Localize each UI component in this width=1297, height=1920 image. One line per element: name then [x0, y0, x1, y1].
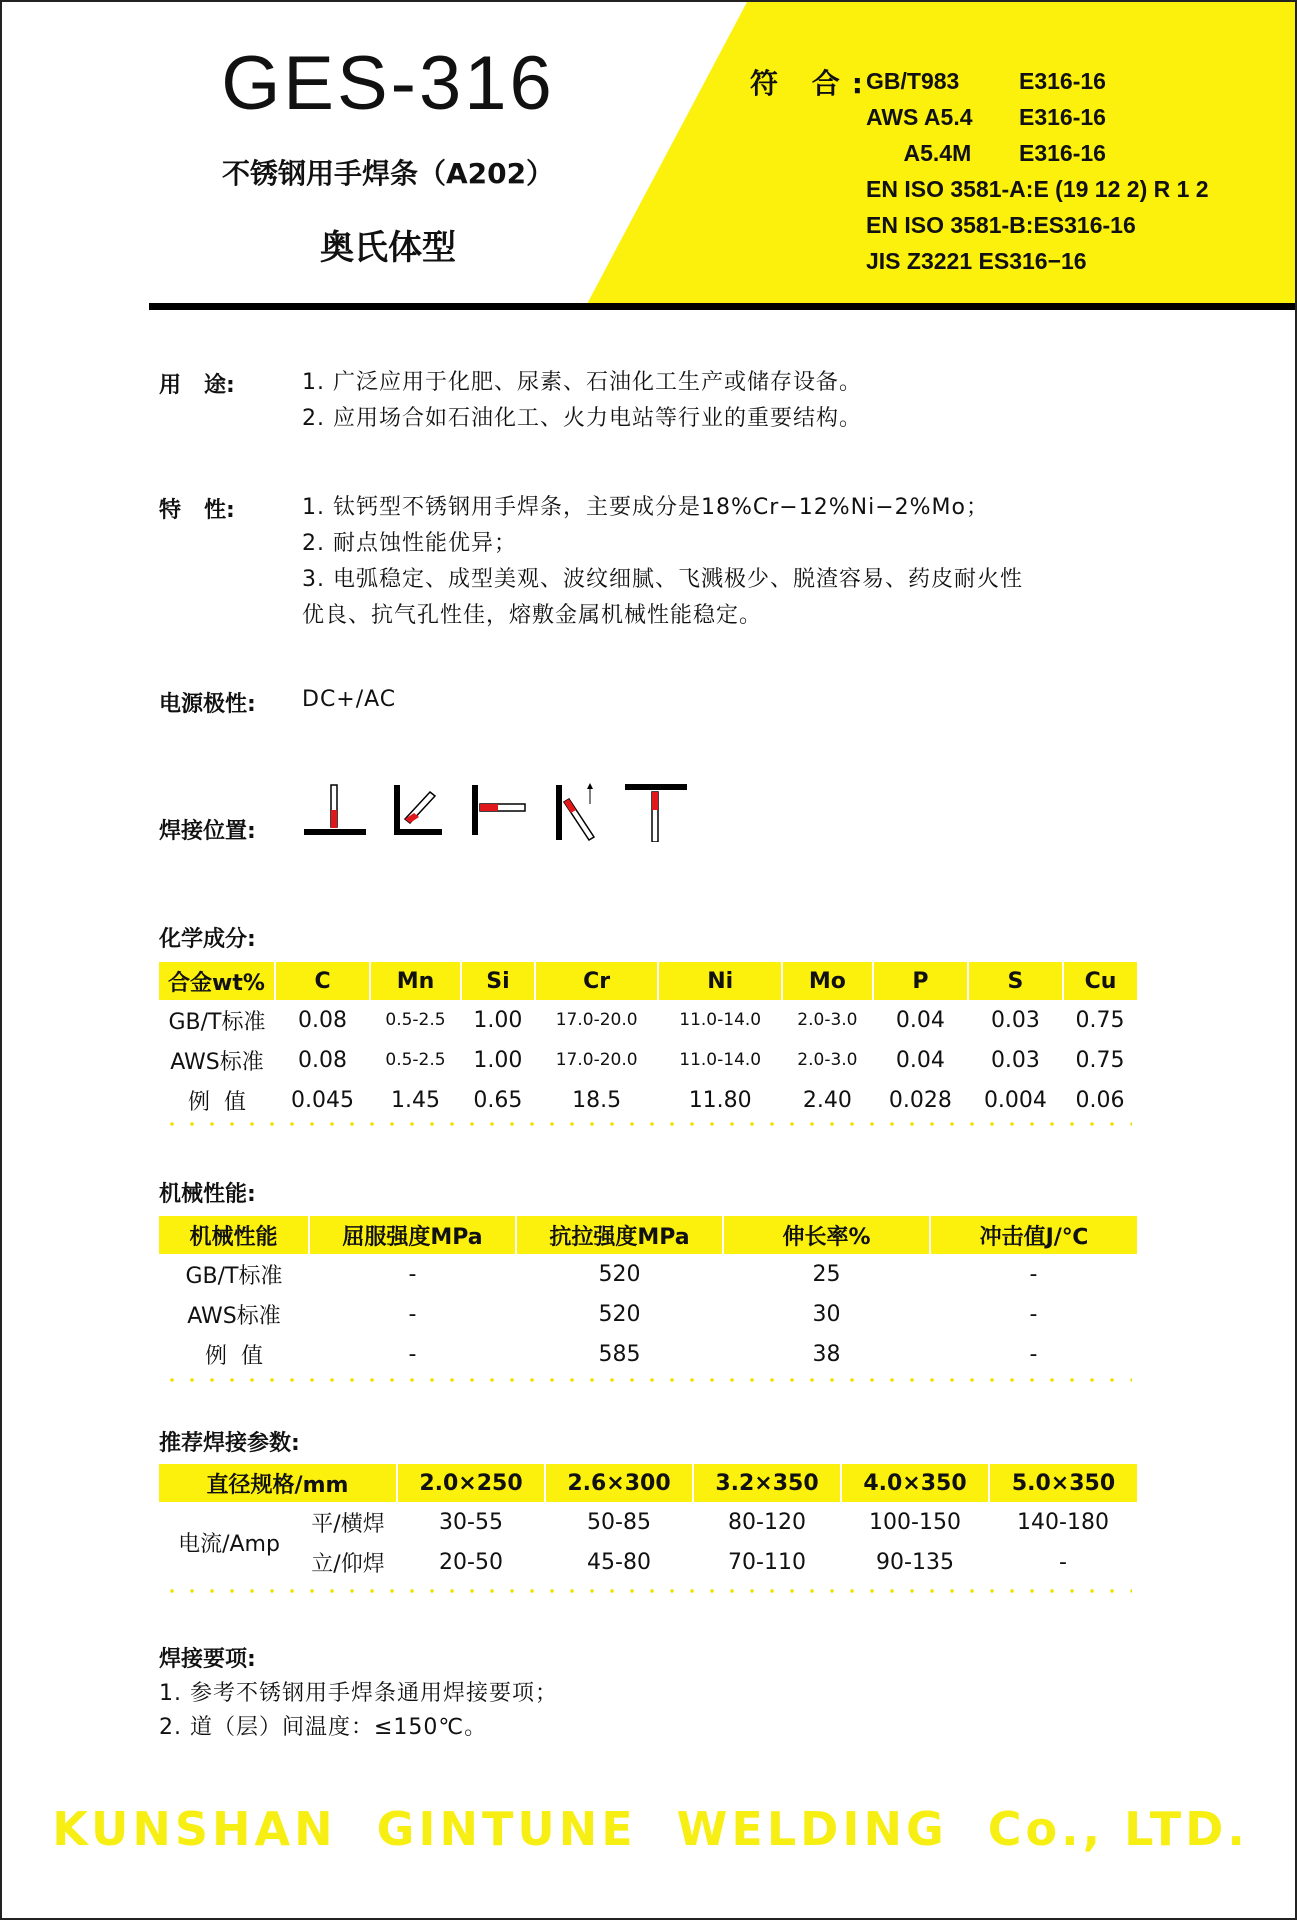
- table-header: 2.0×250: [397, 1464, 545, 1502]
- dotted-divider: [162, 1122, 1132, 1126]
- params-table: [159, 1464, 1137, 1582]
- properties-label: 特 性:: [159, 498, 235, 523]
- usage-label: 用 途:: [159, 373, 235, 398]
- positions-label: 焊接位置:: [159, 819, 256, 844]
- standard-line: EN ISO 3581-A:E (19 12 2) R 1 2: [866, 176, 1209, 202]
- table-header: Ni: [658, 962, 782, 1000]
- table-header: 屈服强度MPa: [309, 1216, 516, 1254]
- table-header: 5.0×350: [989, 1464, 1137, 1502]
- table-row: 立/仰焊 20-50 45-80 70-110 90-135 -: [311, 1549, 1067, 1577]
- table-header: Mo: [782, 962, 873, 1000]
- vertical-up-icon: [556, 783, 594, 840]
- table-header: 冲击值J/℃: [930, 1216, 1137, 1254]
- table-row: GB/T标准 - 520 25 -: [185, 1261, 1038, 1289]
- table-header: 直径规格/mm: [159, 1464, 397, 1502]
- standard-line: A5.4M E316-16: [866, 140, 1106, 166]
- table-row: 例 值 - 585 38 -: [205, 1341, 1038, 1369]
- properties-text: 1. 钛钙型不锈钢用手焊条，主要成分是18%Cr−12%Ni−2%Mo； 2. 耐点蚀性能优异； 3. 电弧稳定、成型美观、波纹细腻、飞溅极少、脱渣容易、药皮耐火性 优良、抗气孔性佳，熔敷金属机械性能稳定。: [302, 495, 1023, 628]
- mechanical-table: [159, 1216, 1137, 1374]
- flat-position-icon: [304, 785, 366, 835]
- table-header: 机械性能: [159, 1216, 309, 1254]
- table-header: 抗拉强度MPa: [516, 1216, 723, 1254]
- standard-line: JIS Z3221 ES316−16: [866, 248, 1087, 274]
- company-name: KUNSHAN GINTUNE WELDING Co., LTD.: [52, 1802, 1249, 1856]
- table-header: 2.6×300: [545, 1464, 693, 1502]
- horizontal-position-icon: [472, 785, 525, 835]
- table-header: Mn: [370, 962, 461, 1000]
- chemical-title: 化学成分:: [159, 927, 256, 952]
- table-header: 4.0×350: [841, 1464, 989, 1502]
- polarity-label: 电源极性:: [159, 692, 256, 717]
- usage-text: 1. 广泛应用于化肥、尿素、石油化工生产或储存设备。 2. 应用场合如石油化工、火力电站等行业的重要结构。: [302, 370, 862, 431]
- standard-line: EN ISO 3581-B:ES316-16: [866, 212, 1136, 238]
- table-header: C: [275, 962, 370, 1000]
- table-row: 电流/Amp 平/横焊 30-55 50-85 80-120 100-150 140-180: [159, 1502, 1137, 1542]
- table-row: GB/T标准 0.08 0.5-2.5 1.00 17.0-20.0 11.0-14.0 2.0-3.0 0.04 0.03 0.75: [168, 1007, 1125, 1035]
- table-header: Cu: [1063, 962, 1137, 1000]
- table-header: 3.2×350: [693, 1464, 841, 1502]
- dotted-divider: [162, 1589, 1132, 1593]
- product-subtitle: 不锈钢用手焊条（A202）: [221, 157, 555, 190]
- dotted-divider: [162, 1378, 1132, 1382]
- table-header: P: [873, 962, 968, 1000]
- current-label: 电流/Amp: [178, 1531, 280, 1557]
- polarity-value: DC+/AC: [302, 687, 397, 712]
- table-row: AWS标准 0.08 0.5-2.5 1.00 17.0-20.0 11.0-14.0 2.0-3.0 0.04 0.03 0.75: [170, 1047, 1125, 1075]
- table-header: S: [968, 962, 1063, 1000]
- standard-line: AWS A5.4 E316-16: [866, 104, 1106, 130]
- overhead-position-icon: [625, 784, 687, 842]
- header-divider: [149, 303, 1297, 310]
- welding-positions: [302, 782, 702, 842]
- table-header: 伸长率%: [723, 1216, 930, 1254]
- standards-list: [866, 68, 1209, 284]
- horizontal-fillet-icon: [394, 785, 442, 835]
- page-title: GES-316: [221, 41, 555, 126]
- table-header: Cr: [535, 962, 659, 1000]
- product-type: 奥氏体型: [320, 228, 456, 268]
- table-header: 合金wt%: [159, 962, 275, 1000]
- table-row: AWS标准 - 520 30 -: [187, 1301, 1038, 1329]
- table-header: Si: [461, 962, 535, 1000]
- conformance-label: 符 合:: [750, 67, 875, 100]
- notes-title: 焊接要项:: [159, 1647, 256, 1672]
- mechanical-title: 机械性能:: [159, 1182, 256, 1207]
- standard-line: GB/T983 E316-16: [866, 68, 1106, 94]
- params-title: 推荐焊接参数:: [159, 1431, 300, 1456]
- table-row: 例 值 0.045 1.45 0.65 18.5 11.80 2.40 0.028 0.004 0.06: [188, 1087, 1125, 1115]
- notes-text: 1. 参考不锈钢用手焊条通用焊接要项； 2. 道（层）间温度：≤150℃。: [159, 1681, 558, 1740]
- chemical-table: [159, 962, 1137, 1120]
